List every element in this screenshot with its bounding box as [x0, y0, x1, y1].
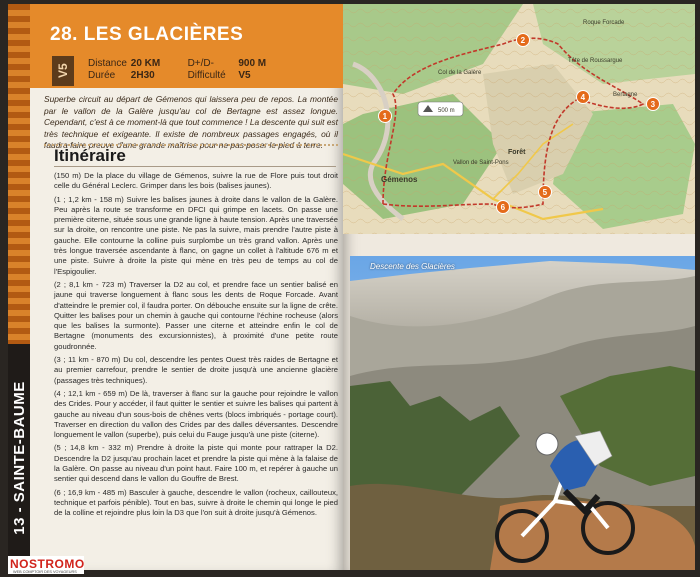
- right-page: [343, 4, 695, 570]
- route-stats: [88, 58, 266, 82]
- publisher-name: NOSTROMO: [10, 557, 85, 571]
- topo-map-drawing: [343, 4, 695, 234]
- distance-value: 20 KM: [130, 58, 161, 69]
- itinerary-paragraph: (5 ; 14,8 km - 332 m) Prendre à droite la piste qui monte pour rattraper la D2. Descendre la D2 jusqu'au prochain lacet et prendre la piste qui mène à la falaise de la Galère. On passe au niveau d'un point haut. Faire 100 m, et repérer à gauche un sentier qui descend dans le vallon du Gouffre de Brest.: [54, 443, 338, 484]
- publisher-logo: [8, 556, 84, 574]
- itinerary-paragraph: (3 ; 11 km - 870 m) Du col, descendre les pentes Ouest très raides de Bertagne et au premier carrefour, prendre le sentier de droite jusqu'à une ancienne glacière (passages très techniques).: [54, 355, 338, 385]
- distance-label: Distance: [88, 58, 127, 69]
- map-label-roque-forcade: Roque Forcade: [583, 20, 625, 26]
- publisher-tagline: WEB COMPTOIR DES VOYAGEURS: [13, 570, 77, 574]
- map-label-vallon: Vallon de Saint-Pons: [453, 160, 509, 166]
- chapter-label: 13 - SAINTE-BAUME: [11, 381, 28, 535]
- marker-6-label: 6: [500, 203, 506, 212]
- difficulty-label: Difficulté: [187, 70, 226, 81]
- map-label-foret: Forêt: [508, 149, 526, 156]
- marker-2-label: 2: [520, 36, 526, 45]
- route-intro: Superbe circuit au départ de Gémenos qui laissera peu de repos. La montée par le vallon de la Galère jusqu'au col de Bertagne est assez longue. Cependant, c'est à ce moment-là que tout commence ! La descente qui suit est très technique et exigeante. Il existe de nombreux passages engagés, où il faudra faire preuve d'une grande maîtrise pour ne pas poser le pied à terre.: [44, 94, 338, 150]
- trail-photo-drawing: [350, 256, 695, 570]
- grade-badge: V5: [56, 63, 70, 79]
- map-scale-label: 500 m: [438, 108, 455, 114]
- itinerary-paragraph: (4 ; 12,1 km - 659 m) De là, traverser à flanc sur la gauche pour rejoindre le vallon des Crides. Pour y accéder, il faut quitter le sentier et suivre les balises qui partent à gauche au niveau d'un sous-bois de chênes verts (blocs imbriqués - portage court). Traverser en direction du vallon des Crides par des dalles déversantes. Descendre longuement le vallon (superbe), puis celui du Fauge jusqu'à une piste (citerne).: [54, 388, 338, 440]
- elevation-value: 900 M: [238, 58, 267, 69]
- left-page: [8, 4, 343, 574]
- photo-caption: Descente des Glacières: [370, 262, 455, 271]
- itinerary-paragraph: (150 m) De la place du village de Gémenos, suivre la rue de Flore puis tout droit celle du Général Leclerc. Grimper dans les bois (balises jaunes).: [54, 171, 338, 191]
- elevation-label: D+/D-: [187, 58, 214, 69]
- route-title: 28. LES GLACIÈRES: [50, 24, 244, 45]
- marker-4-label: 4: [580, 93, 586, 102]
- itinerary-body: [54, 171, 338, 522]
- heading-rule: [54, 166, 336, 167]
- itinerary-heading: Itinéraire: [54, 146, 126, 165]
- map-label-roussargue: Tête de Roussargue: [568, 58, 623, 64]
- topo-map: [343, 4, 695, 234]
- map-label-gemenos: Gémenos: [381, 175, 418, 184]
- itinerary-paragraph: (2 ; 8,1 km - 723 m) Traverser la D2 au col, et prendre face un sentier balisé en jaune qui traverse longuement à flanc sous les dents de Roque Forcade. Avant d'atteindre le premier col, il faudra porter. On débouche ensuite sur la ligne de crête. Quitter les balises pour un chemin à gauche qui contourne l'échine rocheuse (alors que les balises la surmonte). Passer une citerne et atteindre enfin le col de Bertagne (monuments des excursionnistes), à proximité d'une petite route goudronnée.: [54, 279, 338, 351]
- duration-label: Durée: [88, 70, 116, 81]
- trail-photo: [350, 256, 695, 570]
- difficulty-value: V5: [238, 70, 251, 81]
- itinerary-paragraph: (6 ; 16,9 km - 485 m) Basculer à gauche, descendre le vallon (rocheux, caillouteux, technique et parfois pénible). Tout en bas, suivre à droite le chemin qui longe le pied de la colline et rejoindre plus loin la D3 que l'on suit à droite jusqu'à Gémenos.: [54, 487, 338, 518]
- itinerary-paragraph: (1 ; 1,2 km - 158 m) Suivre les balises jaunes à droite dans le vallon de la Galère. Peu après la route se transforme en DFCI qui grimpe en lacets. On passe une première citerne, située sous une grande ligne à haute tension. Après une traversée sur la droite, on rencontre une piste. Ne pas la suivre, mais prendre l'autre piste à gauche. Elle contourne la colline puis surplombe un très grand vallon. Après une très longue traversée ascendante à flanc, on gagne un collet à l'altitude 676 m et une piste. Suivre à droite la piste qui mène en très peu de temps au col de l'Espigoulier.: [54, 194, 338, 276]
- marker-3-label: 3: [650, 100, 656, 109]
- map-label-bertagne: Bertagne: [613, 92, 638, 98]
- marker-5-label: 5: [542, 188, 548, 197]
- marker-1-label: 1: [382, 112, 388, 121]
- duration-value: 2H30: [130, 70, 155, 81]
- map-label-col-galere: Col de la Galère: [438, 70, 482, 76]
